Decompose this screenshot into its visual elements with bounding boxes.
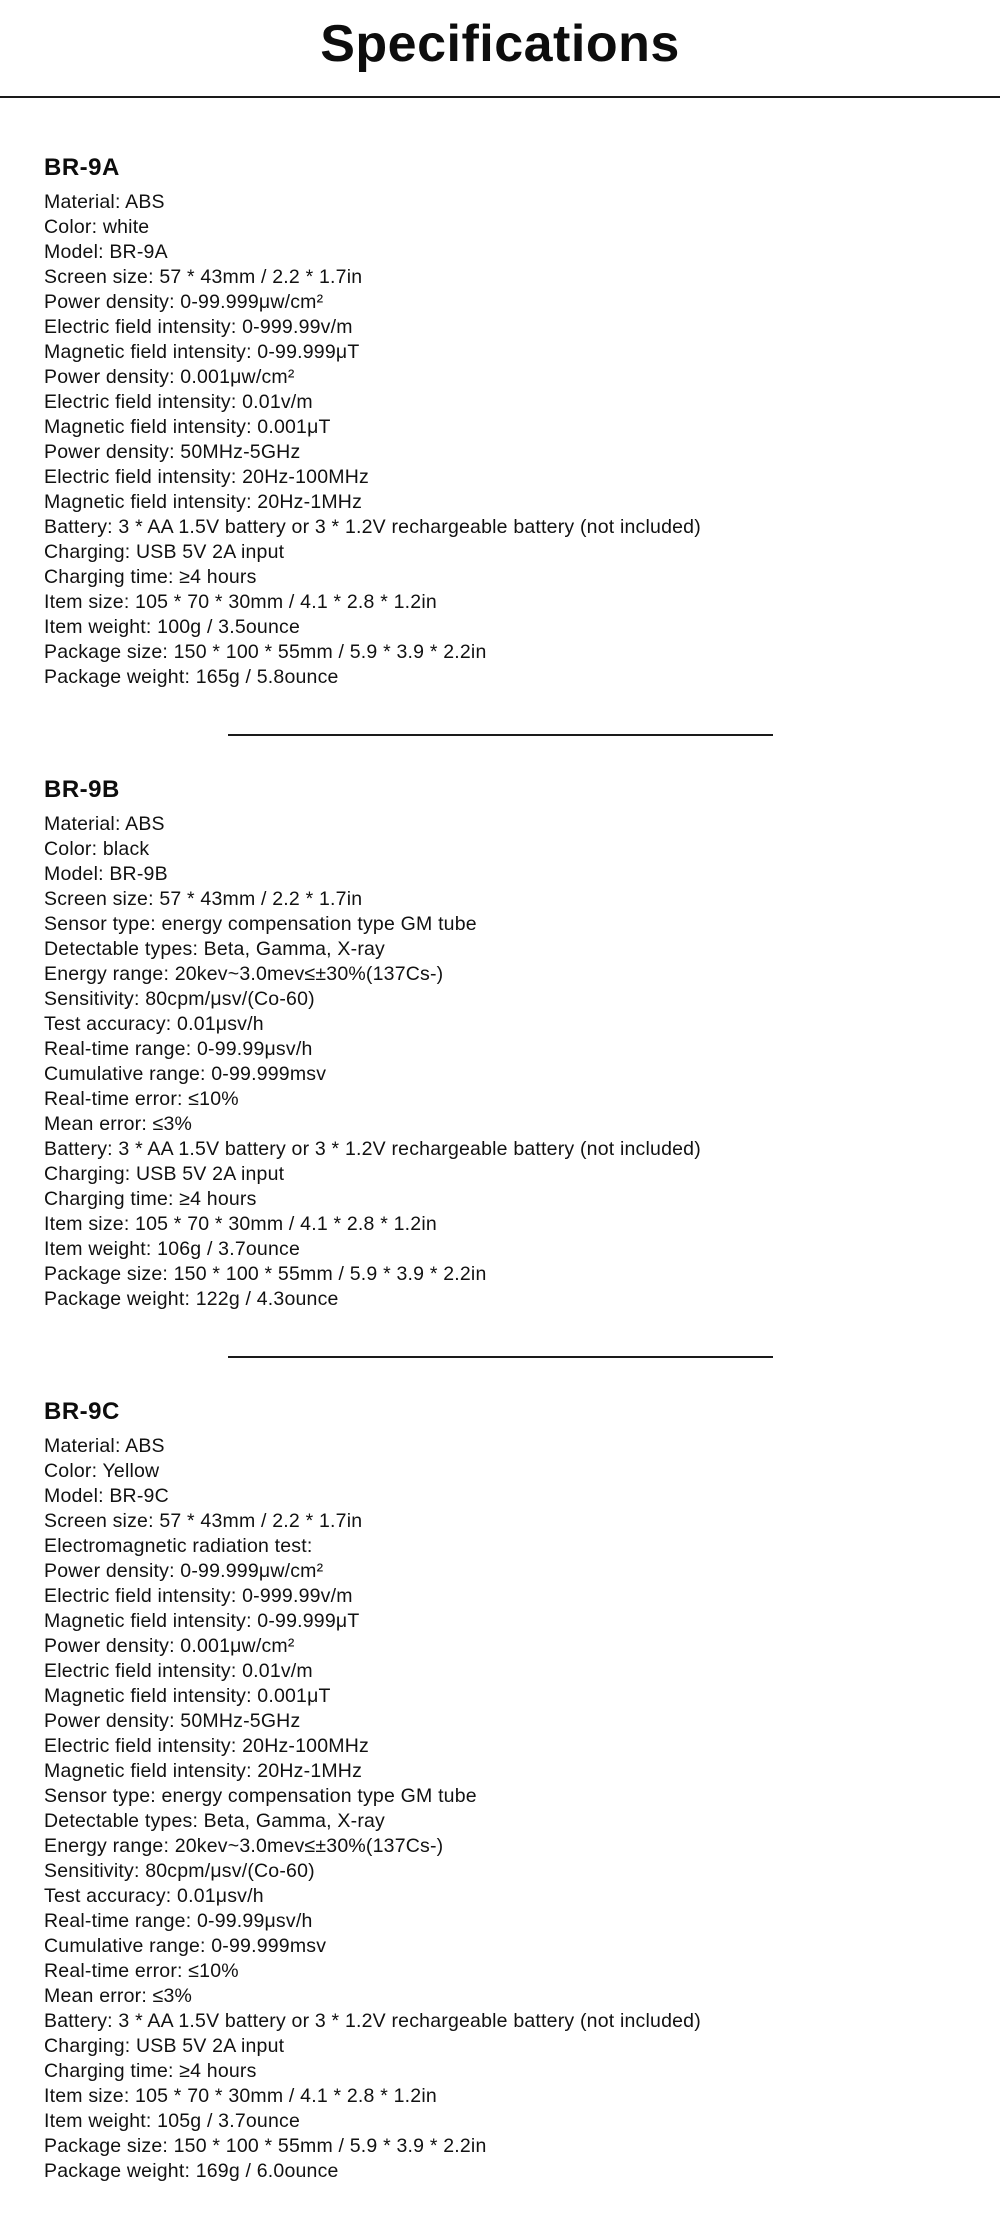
spec-line: Real-time error: ≤10% xyxy=(44,1088,239,1110)
spec-line: Screen size: 57 * 43mm / 2.2 * 1.7in xyxy=(44,888,363,910)
spec-line: Mean error: ≤3% xyxy=(44,1985,193,2007)
spec-line: Package weight: 165g / 5.8ounce xyxy=(44,666,339,688)
spec-line: Detectable types: Beta, Gamma, X-ray xyxy=(44,938,386,960)
spec-line: Item size: 105 * 70 * 30mm / 4.1 * 2.8 * 1.2in xyxy=(44,2085,437,2107)
spec-line: Model: BR-9A xyxy=(44,241,168,263)
section-divider xyxy=(228,1356,773,1358)
spec-line: Electric field intensity: 0-999.99v/m xyxy=(44,316,353,338)
spec-line: Item weight: 105g / 3.7ounce xyxy=(44,2110,301,2132)
spec-line: Item size: 105 * 70 * 30mm / 4.1 * 2.8 * 1.2in xyxy=(44,1213,437,1235)
spec-line: Charging time: ≥4 hours xyxy=(44,1188,257,1210)
spec-line: Package weight: 169g / 6.0ounce xyxy=(44,2160,339,2182)
section-heading: BR-9B xyxy=(44,776,120,803)
spec-line: Cumulative range: 0-99.999msv xyxy=(44,1063,327,1085)
spec-line: Magnetic field intensity: 20Hz-1MHz xyxy=(44,491,363,513)
spec-line: Power density: 0.001μw/cm² xyxy=(44,1635,295,1657)
spec-line: Color: Yellow xyxy=(44,1460,160,1482)
spec-line: Battery: 3 * AA 1.5V battery or 3 * 1.2V rechargeable battery (not included) xyxy=(44,1138,701,1160)
spec-line: Charging time: ≥4 hours xyxy=(44,2060,257,2082)
spec-line: Material: ABS xyxy=(44,813,165,835)
spec-line: Item weight: 106g / 3.7ounce xyxy=(44,1238,301,1260)
spec-line: Mean error: ≤3% xyxy=(44,1113,193,1135)
spec-line: Energy range: 20kev~3.0mev≤±30%(137Cs-) xyxy=(44,963,444,985)
spec-line: Energy range: 20kev~3.0mev≤±30%(137Cs-) xyxy=(44,1835,444,1857)
spec-section-br-9c xyxy=(44,1398,956,2184)
spec-line: Power density: 0-99.999μw/cm² xyxy=(44,291,324,313)
spec-line: Color: white xyxy=(44,216,150,238)
spec-line: Sensor type: energy compensation type GM tube xyxy=(44,913,477,935)
spec-line: Electric field intensity: 0-999.99v/m xyxy=(44,1585,353,1607)
spec-line: Package size: 150 * 100 * 55mm / 5.9 * 3.9 * 2.2in xyxy=(44,2135,487,2157)
spec-line: Charging: USB 5V 2A input xyxy=(44,541,285,563)
spec-line: Screen size: 57 * 43mm / 2.2 * 1.7in xyxy=(44,1510,363,1532)
spec-line: Power density: 50MHz-5GHz xyxy=(44,441,301,463)
spec-line: Item size: 105 * 70 * 30mm / 4.1 * 2.8 * 1.2in xyxy=(44,591,437,613)
spec-line: Test accuracy: 0.01μsv/h xyxy=(44,1885,264,1907)
spec-line: Material: ABS xyxy=(44,1435,165,1457)
spec-line: Power density: 50MHz-5GHz xyxy=(44,1710,301,1732)
spec-line: Electromagnetic radiation test: xyxy=(44,1535,313,1557)
spec-line: Charging: USB 5V 2A input xyxy=(44,1163,285,1185)
spec-line: Material: ABS xyxy=(44,191,165,213)
spec-section-br-9a xyxy=(44,154,956,690)
spec-line: Magnetic field intensity: 0-99.999μT xyxy=(44,1610,360,1632)
spec-line: Electric field intensity: 0.01v/m xyxy=(44,1660,313,1682)
spec-line: Electric field intensity: 20Hz-100MHz xyxy=(44,466,369,488)
spec-line: Color: black xyxy=(44,838,150,860)
spec-line: Real-time range: 0-99.99μsv/h xyxy=(44,1038,313,1060)
spec-line: Package size: 150 * 100 * 55mm / 5.9 * 3.9 * 2.2in xyxy=(44,1263,487,1285)
spec-line: Package weight: 122g / 4.3ounce xyxy=(44,1288,339,1310)
spec-line: Charging time: ≥4 hours xyxy=(44,566,257,588)
spec-line: Magnetic field intensity: 0.001μT xyxy=(44,416,331,438)
spec-line: Electric field intensity: 0.01v/m xyxy=(44,391,313,413)
spec-line: Sensitivity: 80cpm/μsv/(Co-60) xyxy=(44,988,315,1010)
spec-line: Detectable types: Beta, Gamma, X-ray xyxy=(44,1810,386,1832)
spec-line: Model: BR-9C xyxy=(44,1485,169,1507)
sections-container xyxy=(0,154,1000,2224)
spec-line: Test accuracy: 0.01μsv/h xyxy=(44,1013,264,1035)
spec-line: Power density: 0-99.999μw/cm² xyxy=(44,1560,324,1582)
spec-line: Sensitivity: 80cpm/μsv/(Co-60) xyxy=(44,1860,315,1882)
spec-line: Sensor type: energy compensation type GM tube xyxy=(44,1785,477,1807)
spec-line: Package size: 150 * 100 * 55mm / 5.9 * 3.9 * 2.2in xyxy=(44,641,487,663)
spec-line: Model: BR-9B xyxy=(44,863,168,885)
spec-line: Real-time error: ≤10% xyxy=(44,1960,239,1982)
spec-line: Screen size: 57 * 43mm / 2.2 * 1.7in xyxy=(44,266,363,288)
page-title: Specifications xyxy=(320,15,680,73)
specifications-page xyxy=(0,14,1000,2224)
section-divider xyxy=(228,734,773,736)
spec-line: Cumulative range: 0-99.999msv xyxy=(44,1935,327,1957)
spec-line: Charging: USB 5V 2A input xyxy=(44,2035,285,2057)
spec-line: Magnetic field intensity: 0.001μT xyxy=(44,1685,331,1707)
spec-line: Power density: 0.001μw/cm² xyxy=(44,366,295,388)
section-heading: BR-9C xyxy=(44,1398,120,1425)
spec-line: Real-time range: 0-99.99μsv/h xyxy=(44,1910,313,1932)
section-heading: BR-9A xyxy=(44,154,120,181)
spec-line: Magnetic field intensity: 20Hz-1MHz xyxy=(44,1760,363,1782)
spec-line: Magnetic field intensity: 0-99.999μT xyxy=(44,341,360,363)
title-divider xyxy=(0,96,1000,98)
spec-line: Battery: 3 * AA 1.5V battery or 3 * 1.2V rechargeable battery (not included) xyxy=(44,2010,701,2032)
spec-line: Battery: 3 * AA 1.5V battery or 3 * 1.2V rechargeable battery (not included) xyxy=(44,516,701,538)
spec-line: Item weight: 100g / 3.5ounce xyxy=(44,616,301,638)
spec-line: Electric field intensity: 20Hz-100MHz xyxy=(44,1735,369,1757)
spec-section-br-9b xyxy=(44,776,956,1312)
